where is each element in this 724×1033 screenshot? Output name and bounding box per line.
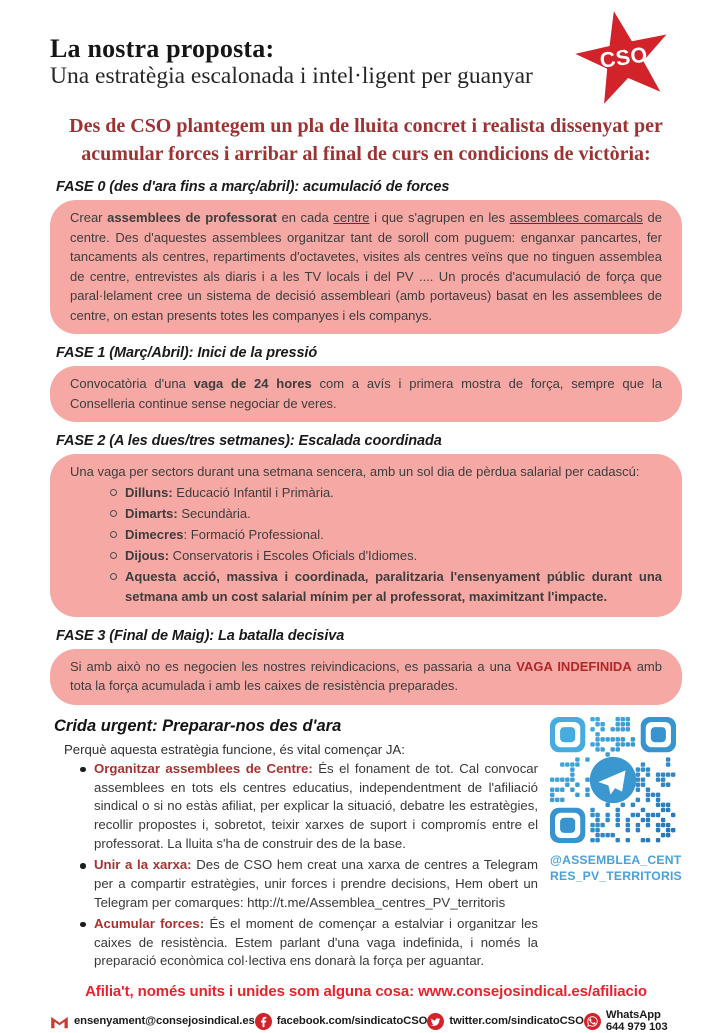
twitter-icon <box>427 1013 444 1030</box>
phase-2-list <box>70 483 662 606</box>
affiliation-link-line[interactable]: Afilia't, només units i unides som alguna cosa: www.consejosindical.es/afiliacio <box>85 983 647 1001</box>
phase-2-box <box>50 454 682 617</box>
urgent-call-intro: Perquè aquesta estratègia funcione, és vital començar JA: <box>64 741 405 757</box>
list-item: Organitzar assemblees de Centre: És el fonament de tot. Cal convocar assemblees en tots els centres educatius, independentment de l'afiliació sindical o si no estàs afiliat, per explicar la situació, debatre les estratègies, recollir propostes i, sobretot, teixir xarxes de suport i compromís entre el professorat. La lluita s'ha de construir des de la base. <box>80 760 538 854</box>
title-line-1: La nostra proposta: <box>50 34 275 63</box>
page-title <box>50 34 533 91</box>
phase-2-section <box>50 433 682 617</box>
contact-bar <box>50 1009 682 1033</box>
title-line-2: Una estratègia escalonada i intel·ligent per guanyar <box>50 63 533 90</box>
list-item: Dimecres: Formació Professional. <box>110 525 662 545</box>
phase-3-section <box>50 628 682 705</box>
phase-3-heading: FASE 3 (Final de Maig): La batalla decisiva <box>56 627 345 644</box>
phase-1-heading: FASE 1 (Març/Abril): Inici de la pressió <box>56 345 318 362</box>
list-item: Dilluns: Educació Infantil i Primària. <box>110 483 662 503</box>
urgent-call-list <box>50 760 538 972</box>
star-icon <box>566 8 682 110</box>
phase-0-box: Crear assemblees de professorat en cada centre i que s'agrupen en les assemblees comarcals de centre. Des d'aquestes assemblees organitzar tant de soroll com puguem: enganxar pancartes, fer tancaments als centres, repartiments d'octavetes, visites als centres veïns que no tinguen assemblea de centre, entrevistes als diaris i a les TV locals i del PV .... Un procés d'acumulació de força que paral·lelament cree un sistema de decisió assembleari (amb portaveus) basat en les assemblees de centre, on estan presents totes les companyes i els companys. <box>50 200 682 334</box>
qr-block <box>550 715 682 974</box>
intro-statement <box>50 113 682 168</box>
list-item: Aquesta acció, massiva i coordinada, paralitzaria l'ensenyament públic durant una setmana amb un cost salarial mínim per al professorat, maximitzant l'impacte. <box>110 567 662 606</box>
contact-whatsapp[interactable] <box>584 1009 682 1033</box>
contact-label: twitter.com/sindicatoCSO <box>449 1015 584 1028</box>
contact-label: ensenyament@consejosindical.es <box>74 1015 255 1028</box>
header <box>50 12 682 108</box>
urgent-call-text <box>50 715 538 974</box>
telegram-qr-code[interactable] <box>550 717 676 843</box>
telegram-handle <box>550 853 682 885</box>
phase-0-section <box>50 179 682 334</box>
logo-text: CSO <box>598 42 650 73</box>
list-item: Dijous: Conservatoris i Escoles Oficials d'Idiomes. <box>110 546 662 566</box>
phase-2-intro: Una vaga per sectors durant una setmana sencera, amb un sol dia de pèrdua salarial per cadascú: <box>70 464 640 480</box>
intro-line-1: Des de CSO plantegem un pla de lluita concret i realista dissenyat per <box>69 115 663 137</box>
phase-1-box: Convocatòria d'una vaga de 24 hores com a avís i primera mostra de força, sempre que la Conselleria continue sense negociar de veres. <box>50 366 682 422</box>
telegram-handle-line-2: RES_PV_TERRITORIS <box>550 868 682 883</box>
gmail-icon <box>50 1014 69 1029</box>
contact-label: facebook.com/sindicatoCSO <box>276 1015 428 1028</box>
contact-twitter[interactable] <box>427 1013 583 1030</box>
list-item: Acumular forces: És el moment de començar a estalviar i organitzar les caixes de resistència. Estem parlant d'una vaga indefinida, i només la preparació econòmica col·lectiva ens donarà la força per aguantar. <box>80 915 538 972</box>
urgent-call-heading: Crida urgent: Preparar-nos des d'ara <box>54 716 342 735</box>
contact-facebook[interactable] <box>255 1013 428 1030</box>
list-item: Dimarts: Secundària. <box>110 504 662 524</box>
cso-logo <box>566 8 682 110</box>
phase-0-heading: FASE 0 (des d'ara fins a març/abril): acumulació de forces <box>56 179 450 196</box>
whatsapp-icon <box>584 1013 601 1030</box>
facebook-icon <box>255 1013 272 1030</box>
contact-email[interactable] <box>50 1014 255 1029</box>
telegram-handle-line-1: @ASSEMBLEA_CENT <box>550 852 682 867</box>
list-item: Unir a la xarxa: Des de CSO hem creat una xarxa de centres a Telegram per a compartir estratègies, unir forces i prendre decisions, Hem obert un Telegram per comarques: http://t.me/Assemblea_centres_PV_territoris <box>80 856 538 913</box>
phase-1-section <box>50 345 682 422</box>
contact-label: WhatsApp 644 979 103 <box>605 1009 668 1033</box>
intro-line-2: acumular forces i arribar al final de curs en condicions de victòria: <box>81 142 651 165</box>
urgent-call-section <box>50 715 682 974</box>
phase-2-heading: FASE 2 (A les dues/tres setmanes): Escalada coordinada <box>56 433 442 450</box>
phase-3-box: Si amb això no es negocien les nostres reivindicacions, es passaria a una VAGA INDEFINIDA amb tota la força acumulada i amb les caixes de resistència preparades. <box>50 649 682 705</box>
